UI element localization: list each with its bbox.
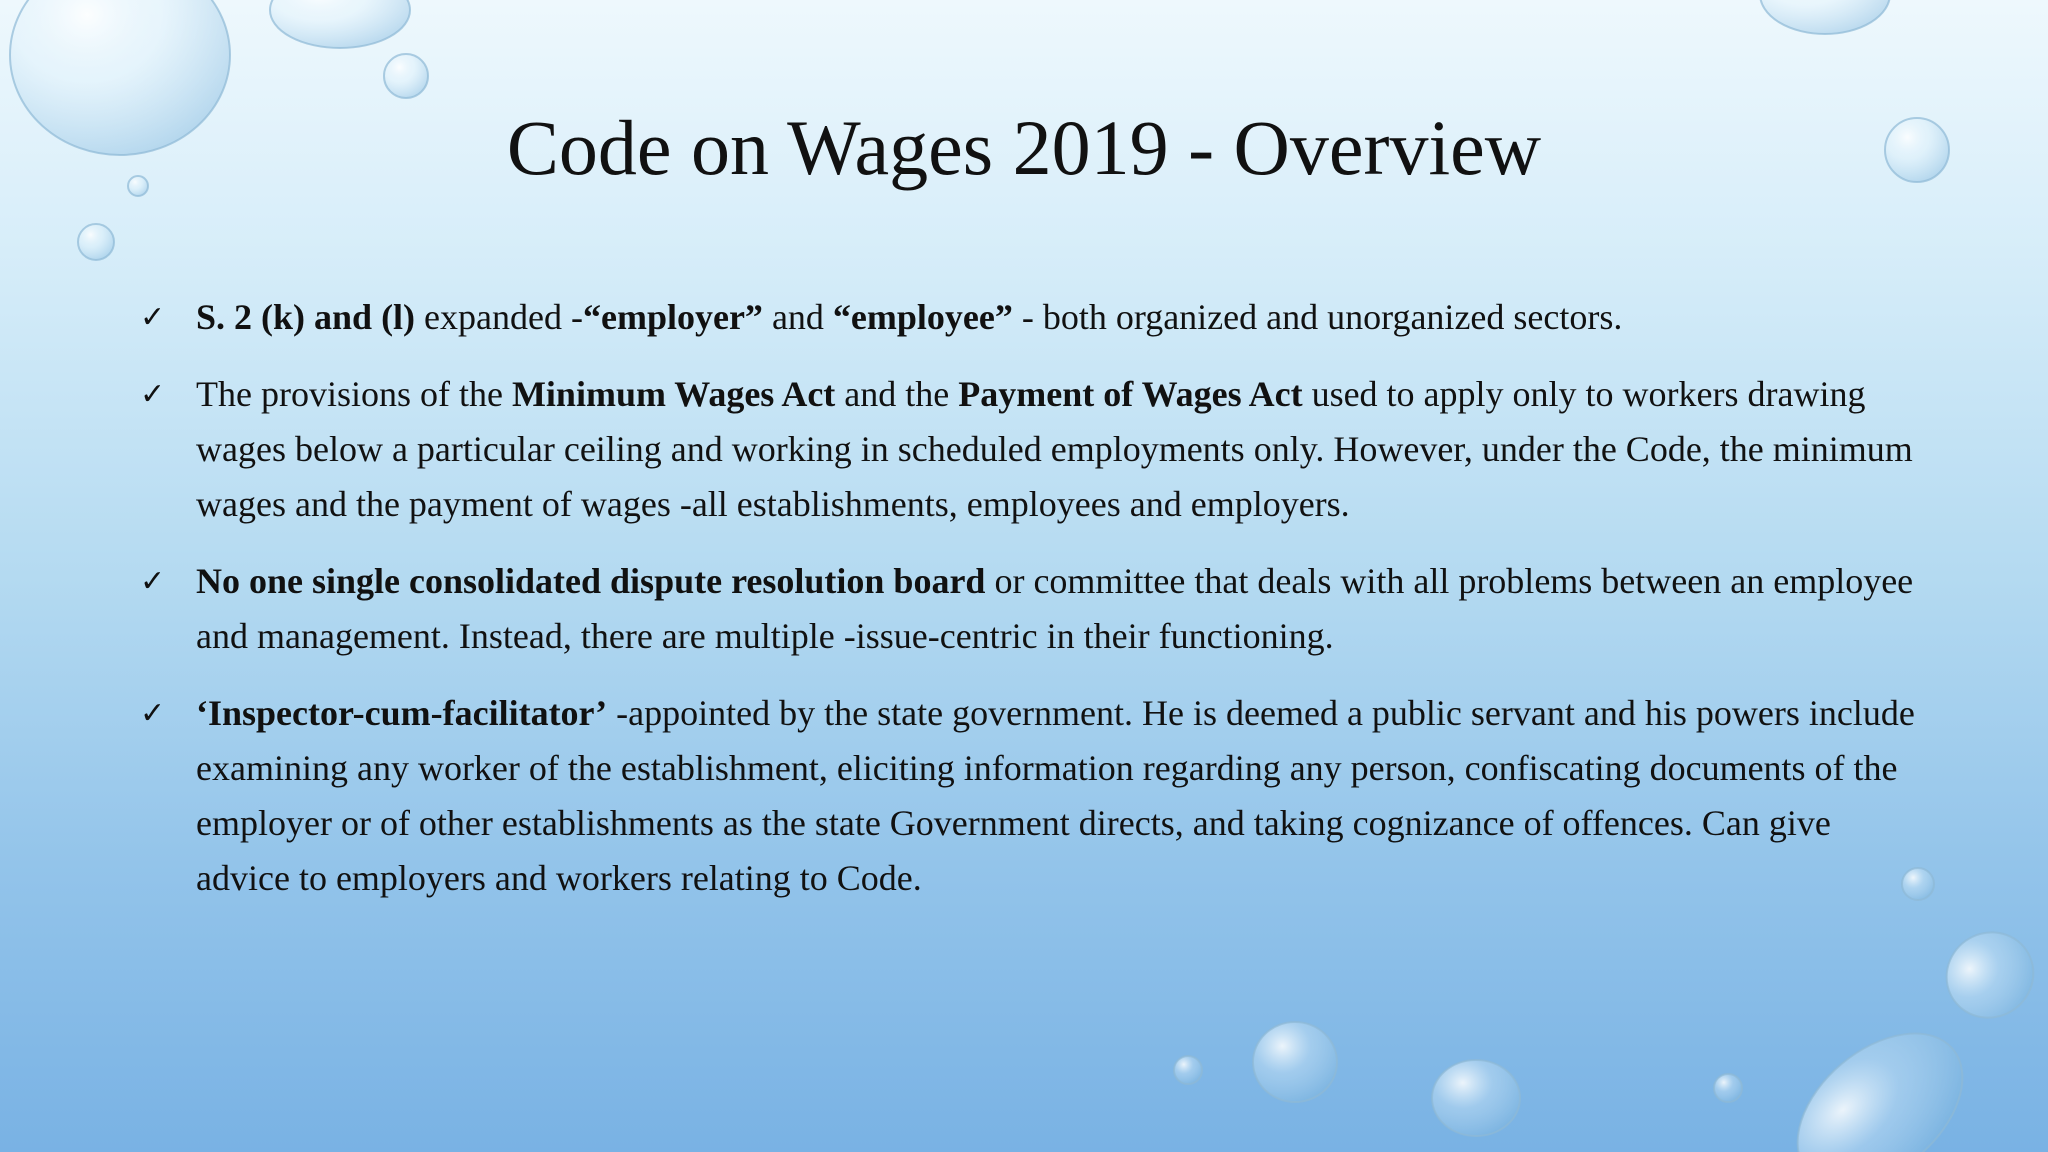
droplet xyxy=(1930,915,2048,1034)
droplet xyxy=(1174,1056,1202,1084)
bullet-text: ‘Inspector-cum-facilitator’ -appointed by the state government. He is deemed a public servant and his powers include examining any worker of the establishment, eliciting information regarding any person, confiscating documents of the employer or of other establishments as the state Government directs, and taking cognizance of offences. Can give advice to employers and workers relating to Code. xyxy=(196,693,1915,898)
droplet xyxy=(384,54,428,98)
bullet-text: S. 2 (k) and (l) expanded -“employer” and “employee” - both organized and unorganized sectors. xyxy=(196,297,1623,337)
bullet-text: The provisions of the Minimum Wages Act and the Payment of Wages Act used to apply only to workers drawing wages below a particular ceiling and working in scheduled employments only. However, under the Code, the minimum wages and the payment of wages -all establishments, employees and employers. xyxy=(196,374,1913,524)
droplet xyxy=(78,224,114,260)
bullet-list xyxy=(140,290,1920,928)
droplet xyxy=(1714,1074,1742,1102)
droplet xyxy=(1253,1022,1337,1102)
droplet xyxy=(1769,1003,1992,1152)
bullet-item xyxy=(140,290,1920,345)
droplet xyxy=(1760,0,1890,34)
droplet xyxy=(270,0,410,48)
droplet xyxy=(1432,1060,1520,1136)
check-icon: ✓ xyxy=(140,696,166,731)
check-icon: ✓ xyxy=(140,377,166,412)
bullet-item xyxy=(140,554,1920,664)
slide-title: Code on Wages 2019 - Overview xyxy=(506,104,1542,191)
check-icon: ✓ xyxy=(140,564,166,599)
bullet-item xyxy=(140,686,1920,906)
bullet-item xyxy=(140,367,1920,532)
check-icon: ✓ xyxy=(140,300,166,335)
bullet-text: No one single consolidated dispute resolution board or committee that deals with all problems between an employee and management. Instead, there are multiple -issue-centric in their functioning. xyxy=(196,561,1914,656)
